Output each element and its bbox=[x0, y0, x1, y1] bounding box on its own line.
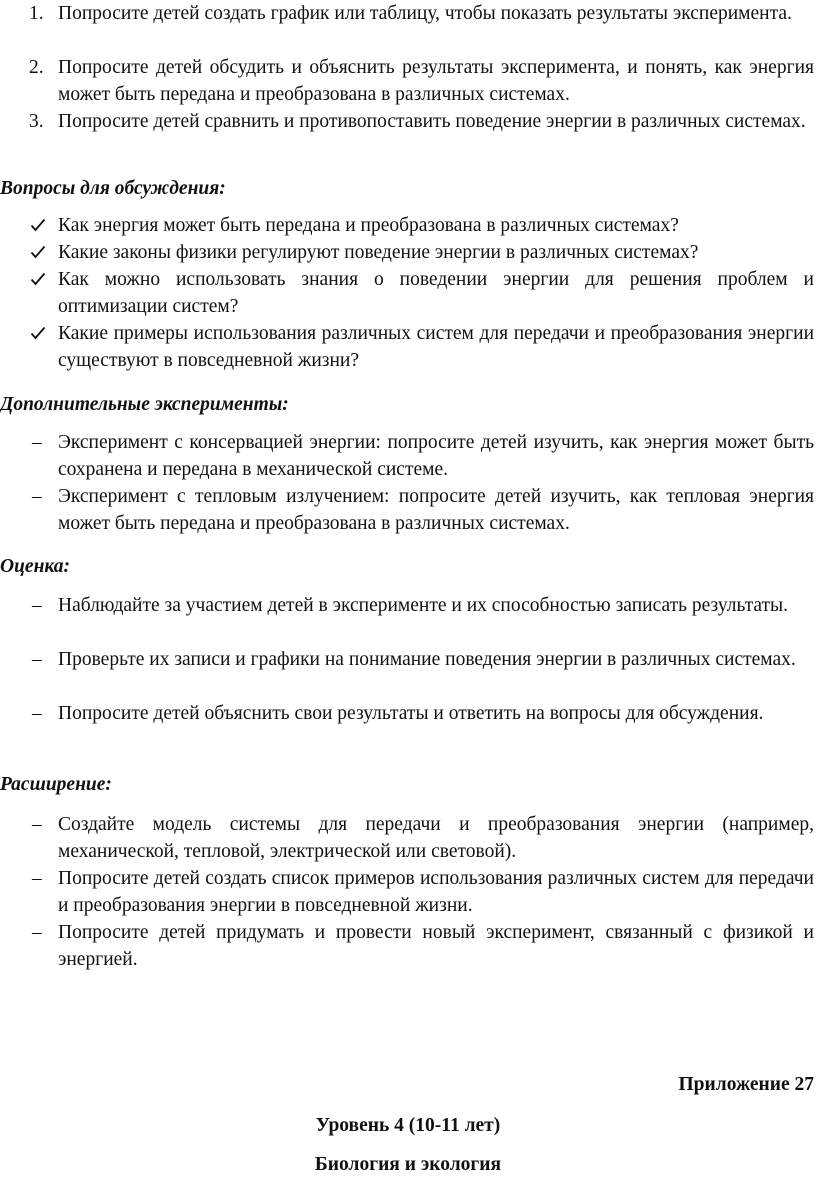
list-item bbox=[0, 592, 816, 646]
additional-list bbox=[0, 429, 816, 537]
additional-heading: Дополнительные эксперименты: bbox=[0, 394, 289, 415]
list-item bbox=[0, 865, 816, 919]
list-item bbox=[0, 700, 816, 754]
extension-list bbox=[0, 811, 816, 973]
list-item-text: Как можно использовать знания о поведении энергии для решения проблем и оптимизации систем? bbox=[58, 269, 814, 317]
list-item bbox=[0, 919, 816, 973]
list-item bbox=[0, 239, 816, 266]
list-item bbox=[0, 108, 816, 162]
dash-marker: – bbox=[32, 486, 42, 507]
checkmark-icon bbox=[30, 212, 52, 239]
extension-heading: Расширение: bbox=[0, 774, 112, 795]
checkmark-icon bbox=[30, 266, 52, 293]
list-item bbox=[0, 811, 816, 865]
numbered-list bbox=[0, 0, 816, 162]
list-item-text: Попросите детей создать список примеров использования различных систем для передачи и преобразования энергии в повседневной жизни. bbox=[58, 868, 814, 916]
list-item-text: Эксперимент с консервацией энергии: попросите детей изучить, как энергия может быть сохранена и передана в механической системе. bbox=[58, 432, 814, 480]
dash-marker: – bbox=[32, 868, 42, 889]
list-item bbox=[0, 212, 816, 239]
level-title: Уровень 4 (10-11 лет) bbox=[315, 1115, 501, 1136]
list-item-text: Какие законы физики регулируют поведение энергии в различных системах? bbox=[58, 242, 699, 263]
list-item-text: Попросите детей объяснить свои результаты и ответить на вопросы для обсуждения. bbox=[58, 703, 764, 724]
list-item-text: Создайте модель системы для передачи и преобразования энергии (например, механической, тепловой, электрической или световой). bbox=[58, 814, 814, 862]
list-item-text: Проверьте их записи и графики на понимание поведения энергии в различных системах. bbox=[58, 649, 796, 670]
list-item bbox=[0, 0, 816, 54]
list-item bbox=[0, 320, 816, 374]
assessment-list bbox=[0, 592, 816, 754]
list-number: 3. bbox=[29, 111, 44, 132]
list-item-text: Попросите детей придумать и провести новый эксперимент, связанный с физикой и энергией. bbox=[58, 922, 814, 970]
checkmark-icon bbox=[30, 320, 52, 347]
checkmark-icon bbox=[30, 239, 52, 266]
list-number: 1. bbox=[29, 3, 44, 24]
dash-marker: – bbox=[32, 595, 42, 616]
dash-marker: – bbox=[32, 703, 42, 724]
dash-marker: – bbox=[32, 432, 42, 453]
list-item-text: Эксперимент с тепловым излучением: попросите детей изучить, как тепловая энергия может быть передана и преобразована в различных системах. bbox=[58, 486, 814, 534]
dash-marker: – bbox=[32, 649, 42, 670]
list-item-text: Какие примеры использования различных систем для передачи и преобразования энергии существуют в повседневной жизни? bbox=[58, 323, 814, 371]
appendix-label: Приложение 27 bbox=[678, 1074, 814, 1095]
list-item-text: Наблюдайте за участием детей в эксперименте и их способностью записать результаты. bbox=[58, 595, 789, 616]
subject-title: Биология и экология bbox=[314, 1154, 502, 1175]
list-number: 2. bbox=[29, 57, 44, 78]
discussion-list bbox=[0, 212, 816, 374]
dash-marker: – bbox=[32, 922, 42, 943]
list-item bbox=[0, 483, 816, 537]
dash-marker: – bbox=[32, 814, 42, 835]
list-item-text: Попросите детей создать график или таблицу, чтобы показать результаты эксперимента. bbox=[58, 3, 792, 24]
list-item bbox=[0, 266, 816, 320]
list-item bbox=[0, 646, 816, 700]
list-item-text: Попросите детей сравнить и противопоставить поведение энергии в различных системах. bbox=[58, 111, 806, 132]
assessment-heading: Оценка: bbox=[0, 556, 71, 577]
list-item-text: Как энергия может быть передана и преобразована в различных системах? bbox=[58, 215, 679, 236]
list-item bbox=[0, 429, 816, 483]
list-item-text: Попросите детей обсудить и объяснить результаты эксперимента, и понять, как энергия может быть передана и преобразована в различных системах. bbox=[58, 57, 814, 105]
list-item bbox=[0, 54, 816, 108]
discussion-heading: Вопросы для обсуждения: bbox=[0, 178, 226, 199]
